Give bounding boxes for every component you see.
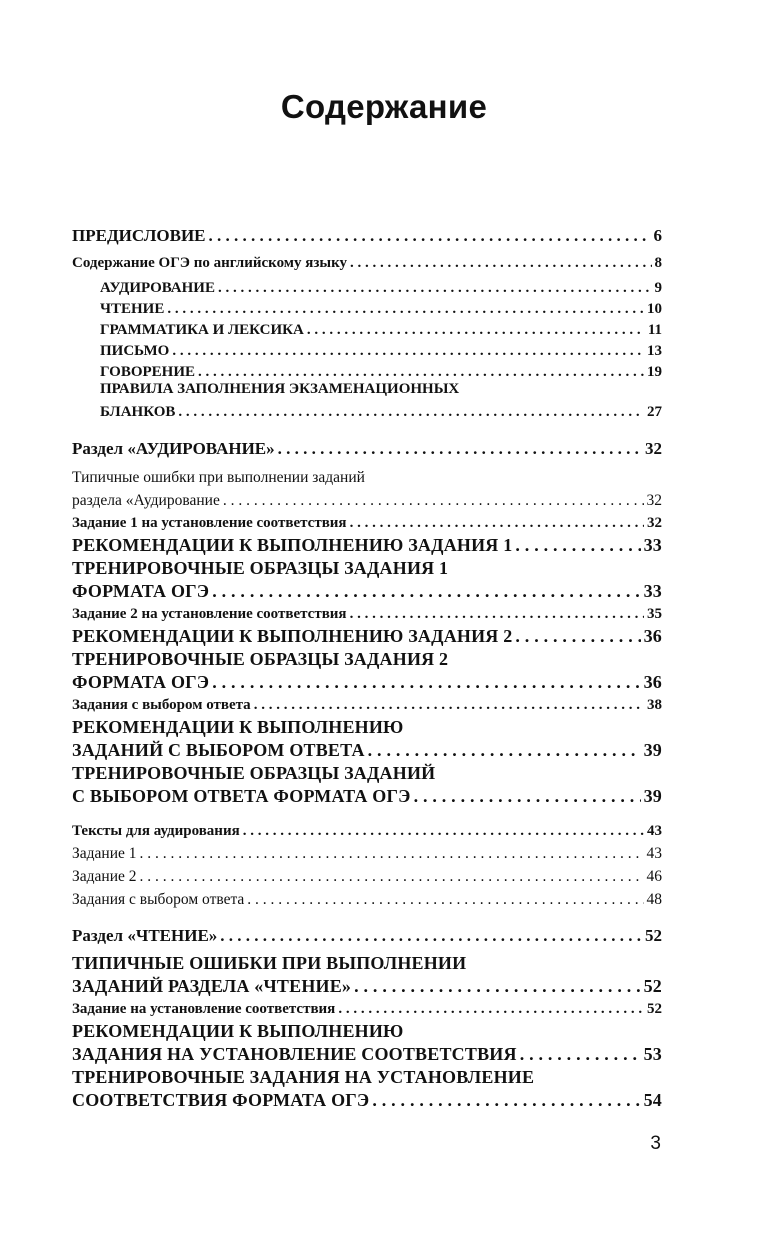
toc-entry-text: ЗАДАНИЙ С ВЫБОРОМ ОТВЕТА [72, 740, 365, 760]
dot-leader [372, 1088, 640, 1112]
page-number: 3 [650, 1133, 661, 1154]
toc-entry [72, 670, 662, 694]
toc-entry [72, 224, 662, 248]
dot-leader [515, 624, 640, 648]
toc-entry-page: 36 [643, 626, 662, 646]
toc-entry [72, 693, 662, 717]
toc-entry-page: 43 [646, 845, 662, 862]
toc-entry-text: Раздел «ЧТЕНИЕ» [72, 926, 218, 945]
dot-leader [140, 865, 644, 889]
toc-entry-page: 38 [647, 697, 662, 713]
toc-entry-text: ЗАДАНИЯ НА УСТАНОВЛЕНИЕ СООТВЕТСТВИЯ [72, 1044, 517, 1064]
toc-entry-text: Задание на установление соответствия [72, 1001, 336, 1017]
toc-entry [72, 1065, 662, 1089]
toc-entry [72, 888, 662, 912]
toc-entry-page: 13 [647, 343, 662, 359]
toc-entry [72, 842, 662, 866]
toc-entry [72, 489, 662, 513]
toc-entry [72, 624, 662, 648]
dot-leader [212, 670, 640, 694]
toc-entry-text: ФОРМАТА ОГЭ [72, 672, 210, 692]
toc-entry-text: ФОРМАТА ОГЭ [72, 581, 210, 601]
toc-entry-page: 52 [647, 1001, 662, 1017]
page-title: Содержание [280, 88, 488, 125]
toc-entry-page: 48 [646, 891, 662, 908]
toc-entry-text: СООТВЕТСТВИЯ ФОРМАТА ОГЭ [72, 1090, 370, 1110]
toc-entry-page: 54 [643, 1090, 662, 1110]
toc-entry-page: 36 [643, 672, 662, 692]
toc-entry-page: 6 [653, 226, 662, 245]
toc-entry-text: РЕКОМЕНДАЦИИ К ВЫПОЛНЕНИЮ ЗАДАНИЯ 2 [72, 626, 513, 646]
toc-entry-text: Задания с выбором ответа [72, 891, 245, 908]
toc-entry [72, 437, 662, 461]
dot-leader [278, 437, 642, 461]
toc-entry-page: 10 [647, 301, 662, 317]
toc-entry-text: РЕКОМЕНДАЦИИ К ВЫПОЛНЕНИЮ ЗАДАНИЯ 1 [72, 535, 513, 555]
toc-entry-text: РЕКОМЕНДАЦИИ К ВЫПОЛНЕНИЮ [72, 717, 404, 737]
toc-entry [72, 761, 662, 785]
toc-entry-text: ПРЕДИСЛОВИЕ [72, 226, 206, 245]
toc-entry [100, 377, 662, 401]
toc-entry [72, 784, 662, 808]
toc-entry-text: ТРЕНИРОВОЧНЫЕ ЗАДАНИЯ НА УСТАНОВЛЕНИЕ [72, 1067, 535, 1087]
toc-entry-text: Типичные ошибки при выполнении заданий [72, 469, 365, 486]
toc-entry-page: 53 [643, 1044, 662, 1064]
toc-entry-text: РЕКОМЕНДАЦИИ К ВЫПОЛНЕНИЮ [72, 1021, 404, 1041]
toc-entry [72, 511, 662, 535]
toc-entry-text: ТРЕНИРОВОЧНЫЕ ОБРАЗЦЫ ЗАДАНИЯ 2 [72, 649, 449, 669]
toc-entry [72, 951, 662, 975]
toc-entry [72, 1088, 662, 1112]
toc-entry-text: раздела «Аудирование [72, 492, 220, 509]
toc-entry [72, 865, 662, 889]
toc-entry-text: Содержание ОГЭ по английскому языку [72, 255, 348, 271]
toc-entry-text: Раздел «АУДИРОВАНИЕ» [72, 439, 275, 458]
dot-leader [178, 400, 644, 424]
toc-entry-text: ГОВОРЕНИЕ [100, 364, 196, 380]
dot-leader [350, 511, 644, 535]
toc-entry-page: 32 [647, 515, 662, 531]
toc-entry-text: Задания с выбором ответа [72, 697, 251, 713]
toc-entry [72, 579, 662, 603]
dot-leader [212, 579, 640, 603]
dot-leader [243, 819, 644, 843]
toc-entry [100, 400, 662, 424]
toc-entry-page: 39 [643, 740, 662, 760]
toc-entry-text: ТРЕНИРОВОЧНЫЕ ОБРАЗЦЫ ЗАДАНИЙ [72, 763, 436, 783]
toc-entry-text: ТИПИЧНЫЕ ОШИБКИ ПРИ ВЫПОЛНЕНИИ [72, 953, 467, 973]
toc-entry-page: 27 [647, 404, 662, 420]
toc-entry-text: ТРЕНИРОВОЧНЫЕ ОБРАЗЦЫ ЗАДАНИЯ 1 [72, 558, 449, 578]
toc-entry-page: 9 [654, 280, 662, 296]
toc-entry-page: 11 [647, 322, 662, 338]
dot-leader [515, 533, 640, 557]
toc-entry-page: 33 [643, 535, 662, 555]
toc-entry-page: 32 [645, 439, 662, 458]
toc-entry-text: ЧТЕНИЕ [100, 301, 165, 317]
toc-entry-page: 52 [645, 926, 662, 945]
toc-entry [72, 466, 662, 490]
toc-entry-page: 32 [646, 492, 662, 509]
toc-entry-page: 52 [643, 976, 662, 996]
toc-entry-page: 46 [646, 868, 662, 885]
dot-leader [354, 974, 640, 998]
toc-entry-text: ПРАВИЛА ЗАПОЛНЕНИЯ ЭКЗАМЕНАЦИОННЫХ [100, 381, 460, 397]
toc-entry-text: Задание 2 [72, 868, 137, 885]
dot-leader [350, 251, 651, 275]
toc-entry-page: 33 [643, 581, 662, 601]
dot-leader [520, 1042, 641, 1066]
dot-leader [414, 784, 641, 808]
toc-entry [72, 819, 662, 843]
toc-entry-text: ПИСЬМО [100, 343, 170, 359]
toc-entry [72, 251, 662, 275]
toc-entry-text: Задание 1 на установление соответствия [72, 515, 347, 531]
toc-entry-text: Тексты для аудирования [72, 823, 240, 839]
toc-entry [72, 1042, 662, 1066]
toc-entry-text: ГРАММАТИКА И ЛЕКСИКА [100, 322, 304, 338]
dot-leader [254, 693, 644, 717]
toc-entry [72, 738, 662, 762]
toc-entry-page: 39 [643, 786, 662, 806]
dot-leader [350, 602, 644, 626]
toc-entry-page: 35 [647, 606, 662, 622]
toc-entry-text: Задание 2 на установление соответствия [72, 606, 347, 622]
toc-entry [72, 647, 662, 671]
dot-leader [220, 924, 642, 948]
toc-entry-page: 19 [647, 364, 662, 380]
dot-leader [368, 738, 641, 762]
toc-entry [72, 715, 662, 739]
dot-leader [223, 489, 644, 513]
dot-leader [140, 842, 644, 866]
toc-entry [72, 997, 662, 1021]
dot-leader [209, 224, 651, 248]
toc-entry [72, 974, 662, 998]
toc-entry [72, 533, 662, 557]
toc-entry-text: АУДИРОВАНИЕ [100, 280, 215, 296]
toc-entry [72, 924, 662, 948]
toc-entry [72, 556, 662, 580]
toc-entry-page: 8 [654, 255, 662, 271]
toc-entry-text: БЛАНКОВ [100, 404, 176, 420]
toc-entry [72, 1019, 662, 1043]
toc-entry-text: Задание 1 [72, 845, 137, 862]
toc-entry-page: 43 [647, 823, 662, 839]
dot-leader [247, 888, 643, 912]
toc-entry-text: ЗАДАНИЙ РАЗДЕЛА «ЧТЕНИЕ» [72, 976, 352, 996]
toc-entry-text: С ВЫБОРОМ ОТВЕТА ФОРМАТА ОГЭ [72, 786, 411, 806]
dot-leader [338, 997, 644, 1021]
toc-entry [72, 602, 662, 626]
